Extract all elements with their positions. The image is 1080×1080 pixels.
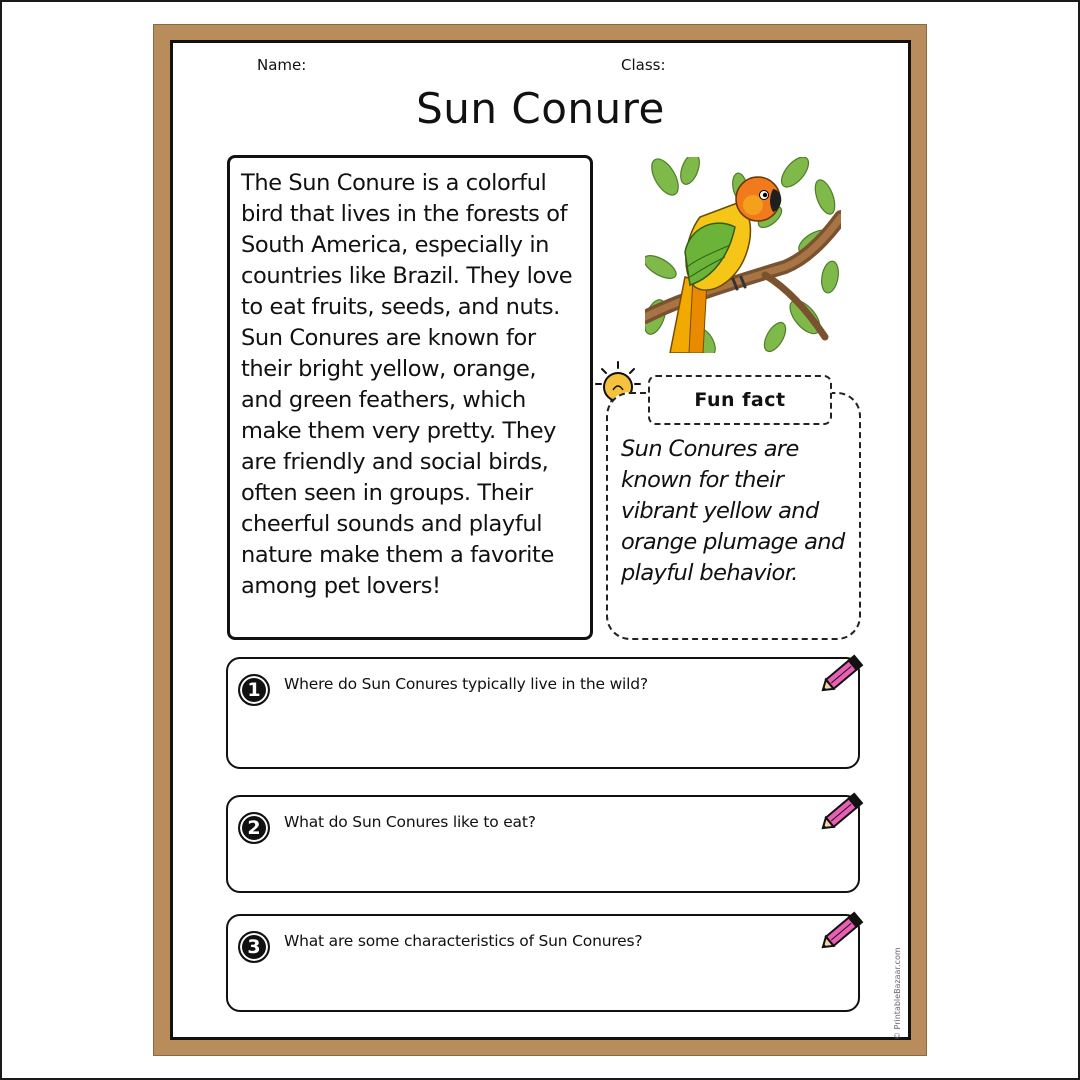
pencil-icon: [816, 651, 868, 697]
class-label: Class:: [621, 56, 666, 74]
question-number-badge: 3: [238, 931, 270, 963]
pencil-icon: [816, 789, 868, 835]
name-label: Name:: [257, 56, 307, 74]
question-number-badge: 1: [238, 674, 270, 706]
question-3-text: What are some characteristics of Sun Conures?: [284, 932, 643, 950]
question-1-answer-box[interactable]: [226, 657, 860, 769]
parrot-drawing: [645, 157, 841, 353]
question-2-answer-box[interactable]: [226, 795, 860, 893]
sun-conure-illustration: [645, 157, 841, 353]
fun-fact-label: Fun fact: [694, 389, 786, 411]
watermark: [893, 940, 907, 1040]
question-2-text: What do Sun Conures like to eat?: [284, 813, 536, 831]
fun-fact-text: Sun Conures are known for their vibrant yellow and orange plumage and playful behavior.: [621, 436, 845, 586]
question-1-text: Where do Sun Conures typically live in the wild?: [284, 675, 648, 693]
question-3-answer-box[interactable]: [226, 914, 860, 1012]
pencil-icon: [816, 908, 868, 954]
reading-passage: The Sun Conure is a colorful bird that lives in the forests of South America, especially in countries like Brazil. They love to eat fruits, seeds, and nuts. Sun Conures are known for their bright yellow, orange, and green feathers, which make them very pretty. They are friendly and social birds, often seen in groups. Their cheerful sounds and playful nature make them a favorite among pet lovers!: [241, 170, 573, 599]
question-number-badge: 2: [238, 812, 270, 844]
watermark-text: © PrintableBazaar.com: [893, 947, 902, 1040]
reading-passage-box: [227, 155, 593, 640]
worksheet-title: Sun Conure: [416, 84, 665, 133]
fun-fact-label-box: [648, 375, 832, 425]
